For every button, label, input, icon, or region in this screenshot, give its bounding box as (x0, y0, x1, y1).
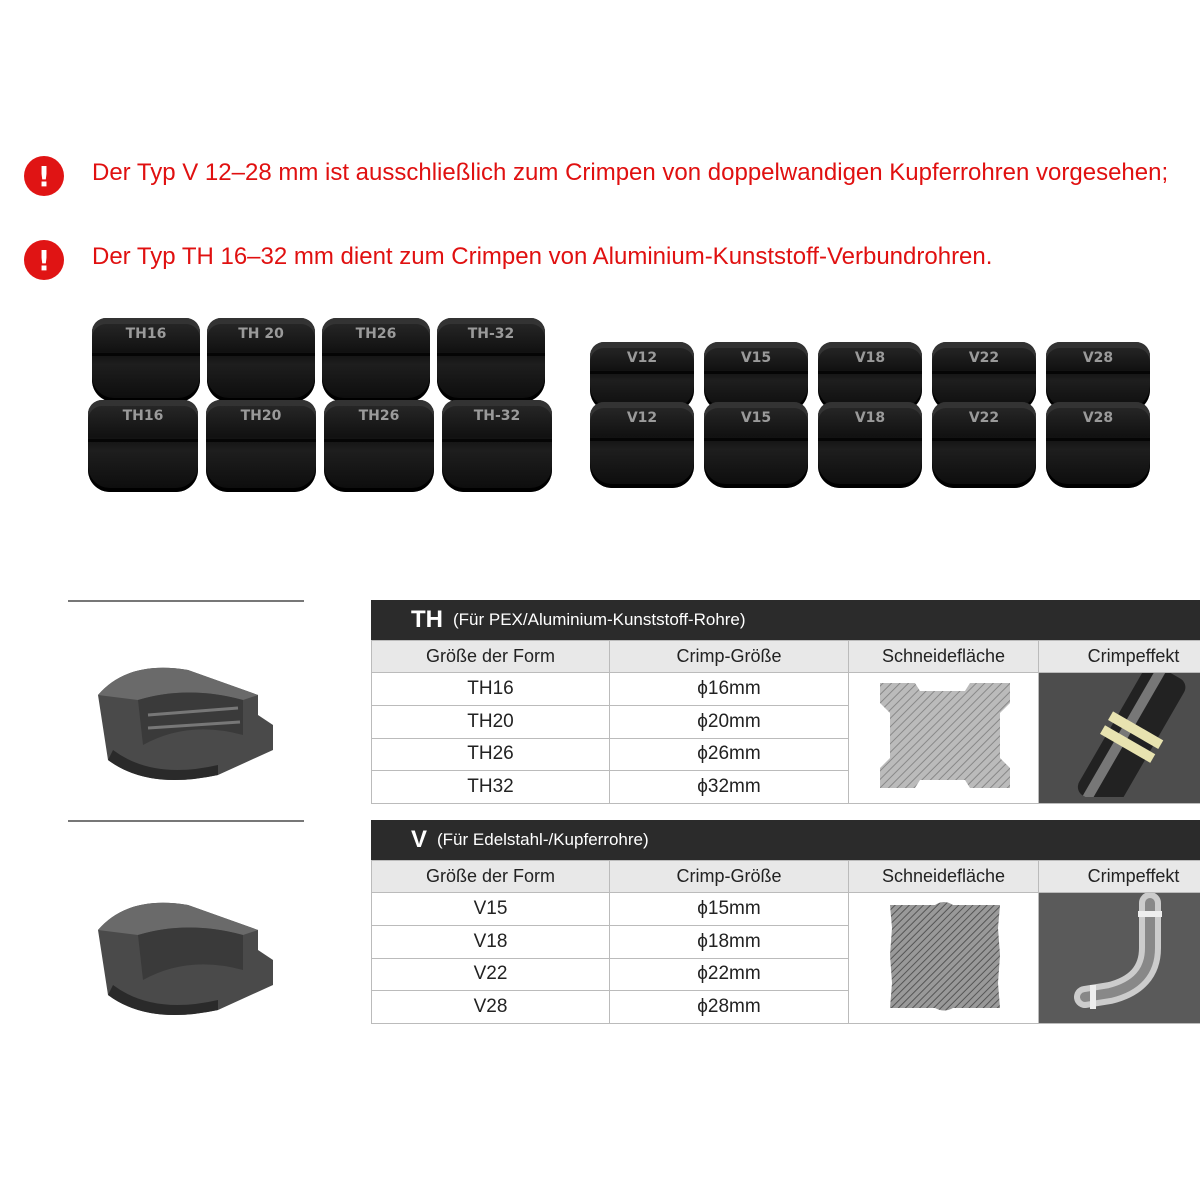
size-cell: TH26 (372, 738, 610, 771)
th-die-illustration (68, 640, 288, 790)
die-label: V18 (854, 410, 886, 426)
col-header: Crimp-Größe (610, 641, 849, 673)
die-groove (932, 371, 1036, 374)
size-cell: TH20 (372, 705, 610, 738)
die-groove (818, 371, 922, 374)
crimp-cell: ϕ32mm (610, 771, 849, 804)
section-subtitle: (Für Edelstahl-/Kupferrohre) (437, 830, 649, 849)
crimp-cell: ϕ22mm (610, 958, 849, 991)
die-label: V22 (968, 350, 1000, 366)
die-groove (92, 353, 200, 356)
die-groove (207, 353, 315, 356)
cut-surface-image (849, 673, 1039, 804)
col-header: Größe der Form (372, 641, 610, 673)
crimp-effect-image (1039, 893, 1200, 1024)
die-label: V18 (854, 350, 886, 366)
th-section (68, 600, 1180, 800)
v-table (371, 860, 1200, 1024)
size-cell: TH32 (372, 771, 610, 804)
col-header: Größe der Form (372, 861, 610, 893)
die-label: TH26 (355, 326, 397, 342)
die-groove (704, 438, 808, 441)
die-groove (590, 438, 694, 441)
crimp-cell: ϕ16mm (610, 673, 849, 706)
table-row (372, 893, 1200, 926)
crimp-die (207, 318, 315, 402)
crimp-die (442, 400, 552, 492)
crimp-cell: ϕ28mm (610, 991, 849, 1024)
die-groove (704, 371, 808, 374)
size-cell: V18 (372, 925, 610, 958)
die-groove (590, 371, 694, 374)
crimp-die (437, 318, 545, 402)
crimp-die (206, 400, 316, 492)
col-header: Schneidefläche (849, 641, 1039, 673)
die-label: TH16 (122, 408, 164, 424)
die-label: V28 (1082, 410, 1114, 426)
crimp-die (88, 400, 198, 492)
size-cell: V22 (372, 958, 610, 991)
exclamation-icon: ! (24, 240, 64, 280)
die-groove (437, 353, 545, 356)
die-label: V15 (740, 410, 772, 426)
size-cell: V15 (372, 893, 610, 926)
die-groove (324, 439, 434, 442)
col-header: Schneidefläche (849, 861, 1039, 893)
v-section (68, 820, 1180, 1030)
crimp-die (324, 400, 434, 492)
die-groove (442, 439, 552, 442)
warning-text: Der Typ TH 16–32 mm dient zum Crimpen von Aluminium-Kunststoff-Verbundrohren. (92, 243, 993, 270)
crimp-die (704, 402, 808, 488)
die-groove (322, 353, 430, 356)
die-label: V15 (740, 350, 772, 366)
crimp-die (590, 402, 694, 488)
die-groove (932, 438, 1036, 441)
die-groove (1046, 438, 1150, 441)
crimp-die (932, 402, 1036, 488)
table-row (372, 673, 1200, 706)
col-header: Crimp-Größe (610, 861, 849, 893)
divider (68, 820, 304, 822)
v-header (371, 820, 1200, 860)
crimp-die (1046, 402, 1150, 488)
size-cell: TH16 (372, 673, 610, 706)
die-groove (1046, 371, 1150, 374)
die-label: V28 (1082, 350, 1114, 366)
size-cell: V28 (372, 991, 610, 1024)
crimp-die (92, 318, 200, 402)
crimp-die (322, 318, 430, 402)
die-groove (206, 439, 316, 442)
die-groove (88, 439, 198, 442)
divider (68, 600, 304, 602)
die-label: V12 (626, 350, 658, 366)
crimp-cell: ϕ26mm (610, 738, 849, 771)
th-table (371, 640, 1200, 804)
section-code: V (411, 826, 428, 853)
crimp-effect-image (1039, 673, 1200, 804)
col-header: Crimpeffekt (1039, 641, 1200, 673)
warning-th-type (24, 240, 1172, 280)
warning-text: Der Typ V 12–28 mm ist ausschließlich zum Crimpen von doppelwandigen Kupferrohren vorgesehen; (92, 159, 1169, 186)
die-label: TH-32 (467, 326, 515, 342)
die-label: TH-32 (473, 408, 521, 424)
crimp-die (818, 402, 922, 488)
die-label: TH20 (240, 408, 282, 424)
crimp-cell: ϕ15mm (610, 893, 849, 926)
die-label: V12 (626, 410, 658, 426)
crimp-cell: ϕ18mm (610, 925, 849, 958)
die-label: TH26 (358, 408, 400, 424)
crimp-cell: ϕ20mm (610, 705, 849, 738)
th-header (371, 600, 1200, 640)
warning-v-type (24, 156, 1172, 196)
col-header: Crimpeffekt (1039, 861, 1200, 893)
die-groove (818, 438, 922, 441)
v-die-illustration (68, 875, 288, 1025)
die-label: TH 20 (238, 326, 284, 342)
die-label: TH16 (125, 326, 167, 342)
exclamation-icon: ! (24, 156, 64, 196)
cut-surface-image (849, 893, 1039, 1024)
section-subtitle: (Für PEX/Aluminium-Kunststoff-Rohre) (453, 610, 746, 629)
section-code: TH (411, 606, 443, 633)
die-label: V22 (968, 410, 1000, 426)
